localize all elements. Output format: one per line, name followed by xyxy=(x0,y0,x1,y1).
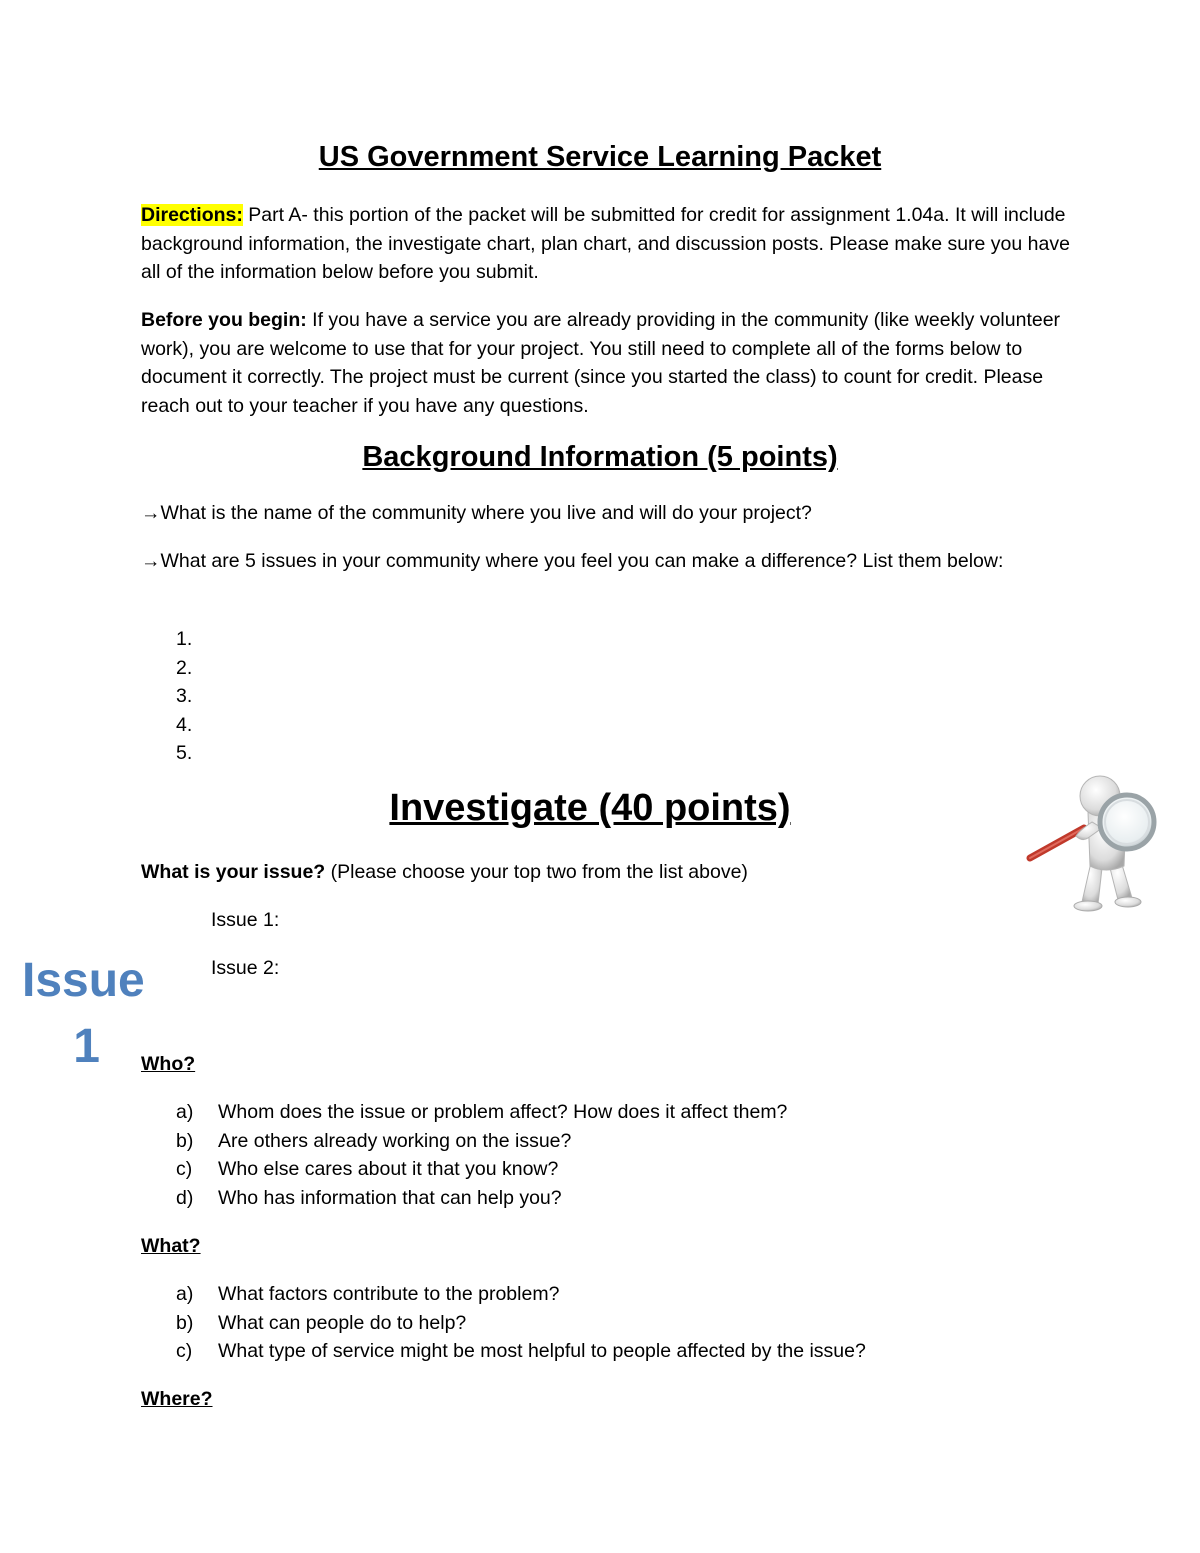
list-item: 4. xyxy=(176,713,193,736)
list-item: d) Who has information that can help you? xyxy=(176,1186,562,1209)
who-heading: Who? xyxy=(141,1053,196,1075)
list-item: 1. xyxy=(176,628,193,650)
before-text: If you have a service you are already providing in the community (like weekly volunteer work), you are welcome to use that for your project. You still need to complete all of the forms below to document it correctly. The project must be current (since you started the class) to count for credit. Please reach out to your teacher if you have any questions. xyxy=(141,309,1061,417)
list-item: 3. xyxy=(176,685,193,707)
side-label-word: Issue xyxy=(22,954,145,1007)
investigate-heading: Investigate (40 points) xyxy=(389,787,791,829)
list-item: c) What type of service might be most helpful to people affected by the issue? xyxy=(176,1340,866,1362)
before-paragraph xyxy=(141,306,1071,420)
side-label-number: 1 xyxy=(73,1020,100,1073)
list-item: b) What can people do to help? xyxy=(176,1311,467,1334)
list-item: a) Whom does the issue or problem affect? How does it affect them? xyxy=(176,1101,788,1123)
issue-2-field: Issue 2: xyxy=(211,957,280,979)
list-item: a) What factors contribute to the problem? xyxy=(176,1283,560,1305)
list-item: 5. xyxy=(176,742,193,764)
what-list xyxy=(176,1280,866,1366)
list-item: b) Are others already working on the issue? xyxy=(176,1129,572,1152)
background-question-1: →What is the name of the community where you live and will do your project? xyxy=(141,502,812,524)
list-item: c) Who else cares about it that you know? xyxy=(176,1158,559,1180)
background-question-2: →What are 5 issues in your community where you feel you can make a difference? List them below: xyxy=(141,550,1004,572)
issues-list xyxy=(176,625,192,768)
issue-question-bold: What is your issue? xyxy=(141,861,326,883)
before-label: Before you begin: xyxy=(141,309,307,331)
who-list xyxy=(176,1098,787,1212)
what-heading: What? xyxy=(141,1235,201,1257)
issue-1-field: Issue 1: xyxy=(211,909,280,931)
where-heading: Where? xyxy=(141,1388,213,1410)
issue-question xyxy=(141,858,1071,887)
list-item: 2. xyxy=(176,656,193,679)
directions-label: Directions: xyxy=(141,204,243,226)
background-heading: Background Information (5 points) xyxy=(362,441,838,473)
magnifier-figure-icon xyxy=(1022,770,1162,915)
directions-paragraph xyxy=(141,201,1071,287)
document-title: US Government Service Learning Packet xyxy=(318,141,882,173)
directions-text: Part A- this portion of the packet will be submitted for credit for assignment 1.04a. It will include background information, the investigate chart, plan chart, and discussion posts. Please make sure you have all of the information below before you submit. xyxy=(141,204,1070,283)
issue-question-rest: (Please choose your top two from the list above) xyxy=(325,861,748,883)
